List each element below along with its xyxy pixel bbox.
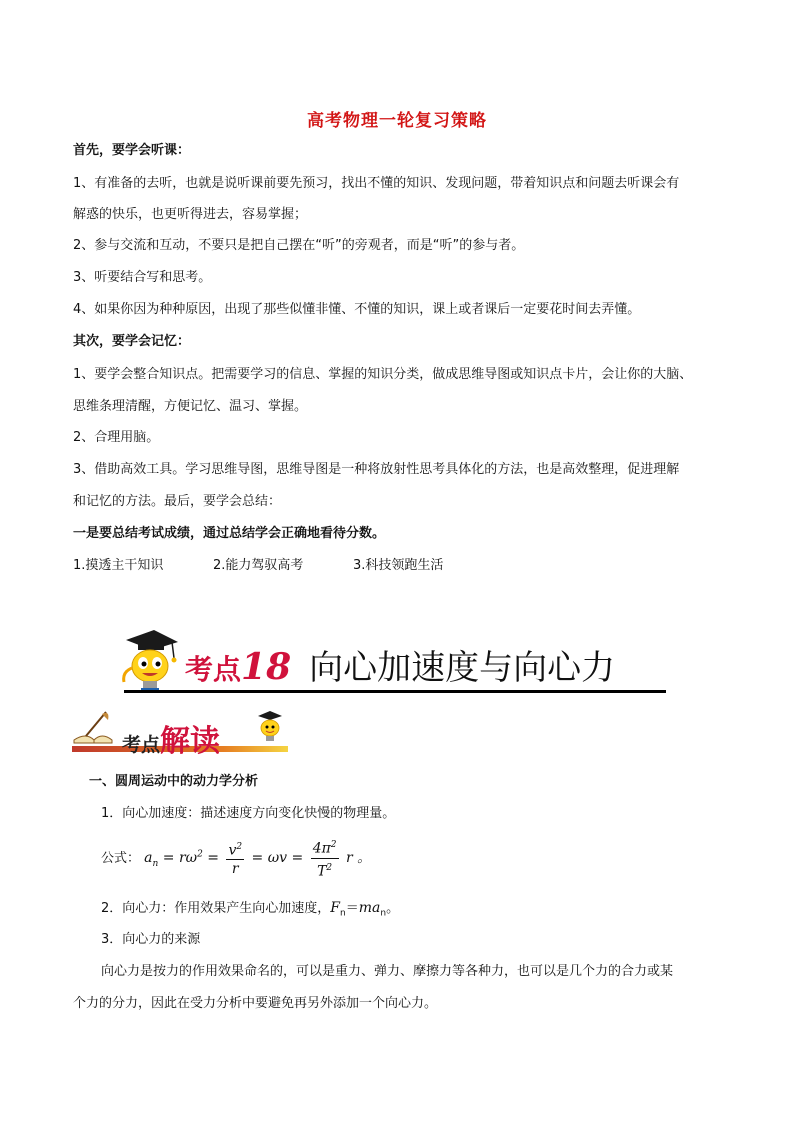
section1-heading: 首先，要学会听课： <box>73 143 191 158</box>
part1-p1: 1．向心加速度：描述速度方向变化快慢的物理量。 <box>101 806 396 821</box>
section2-item: 思维条理清醒，方便记忆、温习、掌握。 <box>73 399 308 414</box>
tab-item: 2.能力驾驭高考 <box>213 558 304 573</box>
tab-item: 1.摸透主干知识 <box>73 558 164 573</box>
summary-line: 一是要总结考试成绩，通过总结学会正确地看待分数。 <box>73 526 386 541</box>
topic-banner <box>185 640 615 690</box>
tab-row <box>73 556 733 576</box>
section2-item: 3、借助高效工具。学习思维导图，思维导图是一种将放射性思考具体化的方法，也是高效整理，促进理解 <box>73 462 680 477</box>
part1-p4a: 向心力是按力的作用效果命名的，可以是重力、弹力、摩擦力等各种力，也可以是几个力的合力或某 <box>101 964 674 979</box>
jiedu-title <box>122 716 220 760</box>
mascot-bulb-icon <box>112 628 184 694</box>
section1-item: 4、如果你因为种种原因，出现了那些似懂非懂、不懂的知识，课上或者课后一定要花时间去弄懂。 <box>73 302 641 317</box>
mascot-bulb-small-icon <box>254 710 284 744</box>
formula-line <box>101 836 371 880</box>
part1-p2: 2．向心力：作用效果产生向心加速度，$F_n=ma_n$。 <box>101 900 400 919</box>
jiedu-small: 考点 <box>122 734 161 756</box>
kaodian-label: 考点 <box>185 653 242 686</box>
section1-item: 1、有准备的去听，也就是说听课前要先预习，找出不懂的知识、发现问题，带着知识点和问题去听课会有 <box>73 176 680 191</box>
formula-label: 公式： <box>101 851 141 867</box>
section2-item: 2、合理用脑。 <box>73 430 160 445</box>
part1-p3: 3．向心力的来源 <box>101 932 201 947</box>
section1-item: 2、参与交流和互动，不要只是把自己摆在“听”的旁观者，而是“听”的参与者。 <box>73 238 525 253</box>
section2-item: 和记忆的方法。最后，要学会总结： <box>73 494 282 509</box>
part1-heading: 一、圆周运动中的动力学分析 <box>89 774 259 789</box>
section2-heading: 其次，要学会记忆： <box>73 334 191 349</box>
kaodian-number: 18 <box>241 646 292 688</box>
section1-item: 3、听要结合写和思考。 <box>73 270 212 285</box>
jiedu-big: 解读 <box>160 724 221 759</box>
section2-item: 1、要学会整合知识点。把需要学习的信息、掌握的知识分类，做成思维导图或知识点卡片，会让你的大脑、 <box>73 367 693 382</box>
page-title: 高考物理一轮复习策略 <box>307 111 487 131</box>
banner-underline <box>124 690 666 693</box>
book-quill-icon <box>72 710 114 744</box>
topic-title: 向心加速度与向心力 <box>309 648 616 688</box>
tab-item: 3.科技领跑生活 <box>353 558 444 573</box>
formula-math: $a_n = r\omega^2$ = $\frac{v^2}{r}$ = ωv = $\frac{4\pi^2}{T^2}$ r 。 <box>144 850 371 866</box>
section1-item: 解惑的快乐，也更听得进去，容易掌握； <box>73 207 308 222</box>
part1-p4b: 个力的分力，因此在受力分析中要避免再另外添加一个向心力。 <box>73 996 438 1011</box>
